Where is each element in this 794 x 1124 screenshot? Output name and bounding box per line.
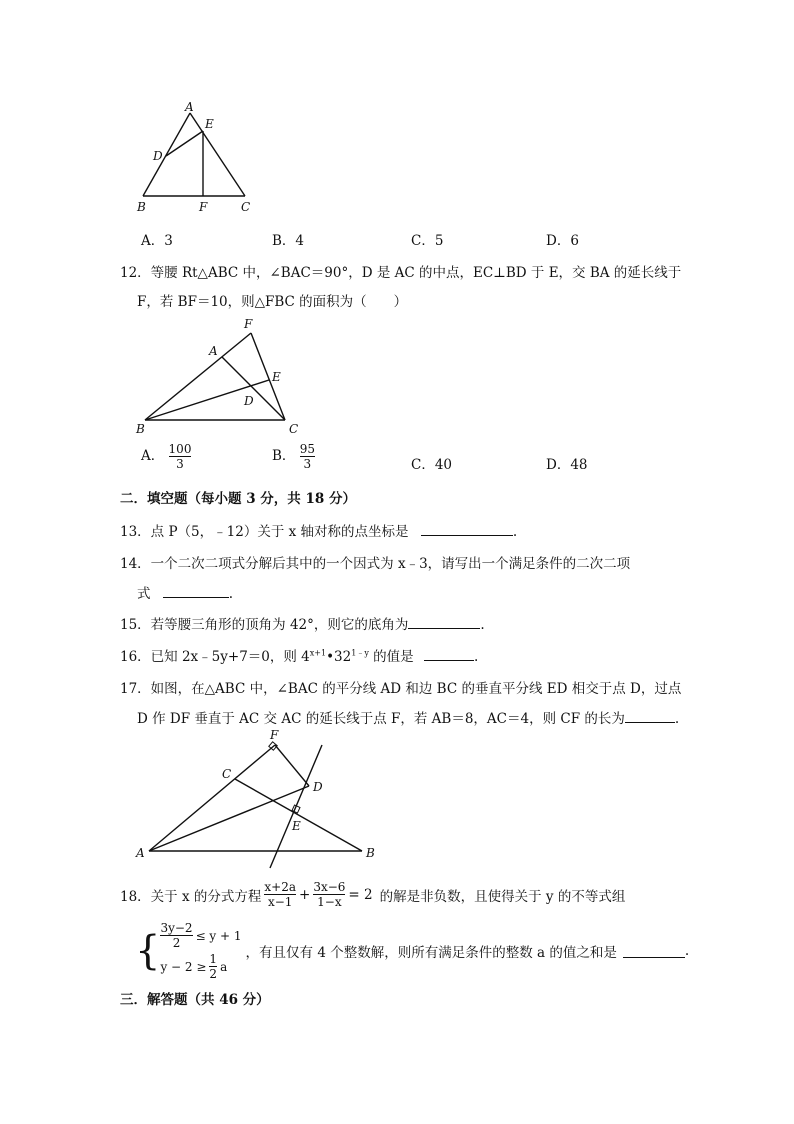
q18-plus: + (299, 886, 311, 903)
q18-tail: ，有且仅有 4 个整数解，则所有满足条件的整数 a 的值之和是 (245, 945, 617, 961)
q12-option-b-prefix: B． (272, 448, 296, 464)
segment-fd (275, 745, 309, 786)
q18-end: . (684, 943, 690, 959)
q18-pre: 18．关于 x 的分式方程 (120, 888, 262, 905)
fraction-numerator: 100 (168, 442, 192, 456)
q13-end: . (512, 524, 518, 540)
section-heading-fill-blank: 二．填空题（每小题 3 分，共 18 分） (120, 491, 356, 507)
fraction-denominator: 1−x (317, 895, 342, 909)
q12-line2: F，若 BF＝10，则△FBC 的面积为（ ） (137, 294, 408, 310)
point-label-f: F (270, 728, 279, 742)
point-label-d: D (313, 780, 323, 794)
fraction-denominator: x−1 (267, 895, 293, 909)
section-heading-solve: 三．解答题（共 46 分） (120, 992, 270, 1008)
q16-exponent-1: x+1 (309, 648, 327, 658)
q12-option-a-prefix: A． (141, 448, 165, 464)
q17-end: . (674, 711, 680, 727)
q11-option-d: D．6 (546, 233, 579, 249)
answer-blank[interactable] (623, 945, 685, 958)
q18-inequality-1 (160, 921, 241, 950)
q14-end: . (228, 586, 234, 602)
q17-line1: 17．如图，在△ABC 中，∠BAC 的平分线 AD 和边 BC 的垂直平分线 ED 相交于点 D，过点 (120, 681, 682, 697)
point-label-a: A (136, 846, 145, 860)
q18-equals: = 2 (348, 886, 373, 903)
q14-line1: 14．一个二次二项式分解后其中的一个因式为 x﹣3，请写出一个满足条件的二次二项 (120, 556, 631, 572)
q11-option-a: A．3 (141, 233, 173, 249)
point-label-b: B (136, 422, 145, 436)
point-label-d: D (153, 149, 163, 163)
point-label-f: F (244, 317, 253, 331)
q16-text-post: 的值是 (373, 649, 414, 665)
point-label-c: C (222, 767, 232, 781)
point-label-d: D (244, 394, 254, 408)
point-label-a: A (209, 344, 218, 358)
point-label-b: B (137, 200, 146, 214)
point-label-a: A (185, 100, 194, 114)
point-label-e: E (272, 370, 281, 384)
fraction-numerator: 1 (209, 952, 218, 966)
q17-line2-text: D 作 DF 垂直于 AC 交 AC 的延长线于点 F，若 AB＝8，AC＝4，则 CF 的长为 (137, 711, 625, 727)
q12-line1: 12．等腰 Rt△ABC 中，∠BAC＝90°，D 是 AC 的中点，EC⊥BD 于 E，交 BA 的延长线于 (120, 265, 682, 281)
q18-inequality-1-rest: ≤ y + 1 (195, 928, 242, 943)
q15-text: 15．若等腰三角形的顶角为 42°，则它的底角为 (120, 617, 409, 633)
q18-inequality-2-post: a (220, 959, 228, 974)
q11-option-b: B．4 (272, 233, 305, 249)
segment-af (149, 745, 275, 851)
fraction-denominator: 3 (176, 457, 184, 471)
q15-end: . (480, 617, 485, 633)
point-label-c: C (241, 200, 251, 214)
perpendicular-bisector-ed (270, 745, 322, 868)
point-label-e: E (205, 117, 214, 131)
q18-fraction-2 (313, 880, 345, 909)
q16-text-pre: 16．已知 2x﹣5y+7＝0，则 4 (120, 649, 310, 665)
point-label-c: C (289, 422, 299, 436)
q16-exponent-2: 1﹣y (351, 648, 369, 658)
fraction-numerator: 95 (299, 442, 315, 456)
q13-text: 13．点 P（5，﹣12）关于 x 轴对称的点坐标是 (120, 524, 409, 540)
fraction-numerator: 3y−2 (160, 921, 193, 935)
fraction-numerator: x+2a (264, 880, 296, 894)
q18-inequality-2-fraction (209, 952, 217, 981)
q11-option-c: C．5 (411, 233, 444, 249)
q18-line1 (120, 880, 625, 909)
point-label-b: B (366, 846, 375, 860)
q16-mid: •32 (326, 649, 352, 665)
q14-line2-text: 式 (137, 586, 151, 602)
q18-inequality-2 (160, 952, 241, 981)
q16-end: . (473, 649, 479, 665)
q18-system (135, 921, 689, 981)
q18-fraction-1 (264, 880, 296, 909)
segment-ad (149, 786, 309, 851)
point-label-f: F (199, 200, 208, 214)
brace-icon: { (135, 928, 161, 974)
fraction-numerator: 3x−6 (313, 880, 346, 894)
fraction-denominator: 2 (209, 967, 218, 981)
q12-option-d: D．48 (546, 457, 588, 473)
q12-option-c: C．40 (411, 457, 453, 473)
fraction-denominator: 2 (172, 936, 181, 950)
q18-post: 的解是非负数，且使得关于 y 的不等式组 (379, 888, 626, 905)
q18-inequality-2-pre: y − 2 ≥ (160, 959, 207, 974)
fraction-denominator: 3 (303, 457, 312, 471)
q18-inequality-1-fraction (160, 921, 192, 950)
point-label-e: E (292, 819, 301, 833)
